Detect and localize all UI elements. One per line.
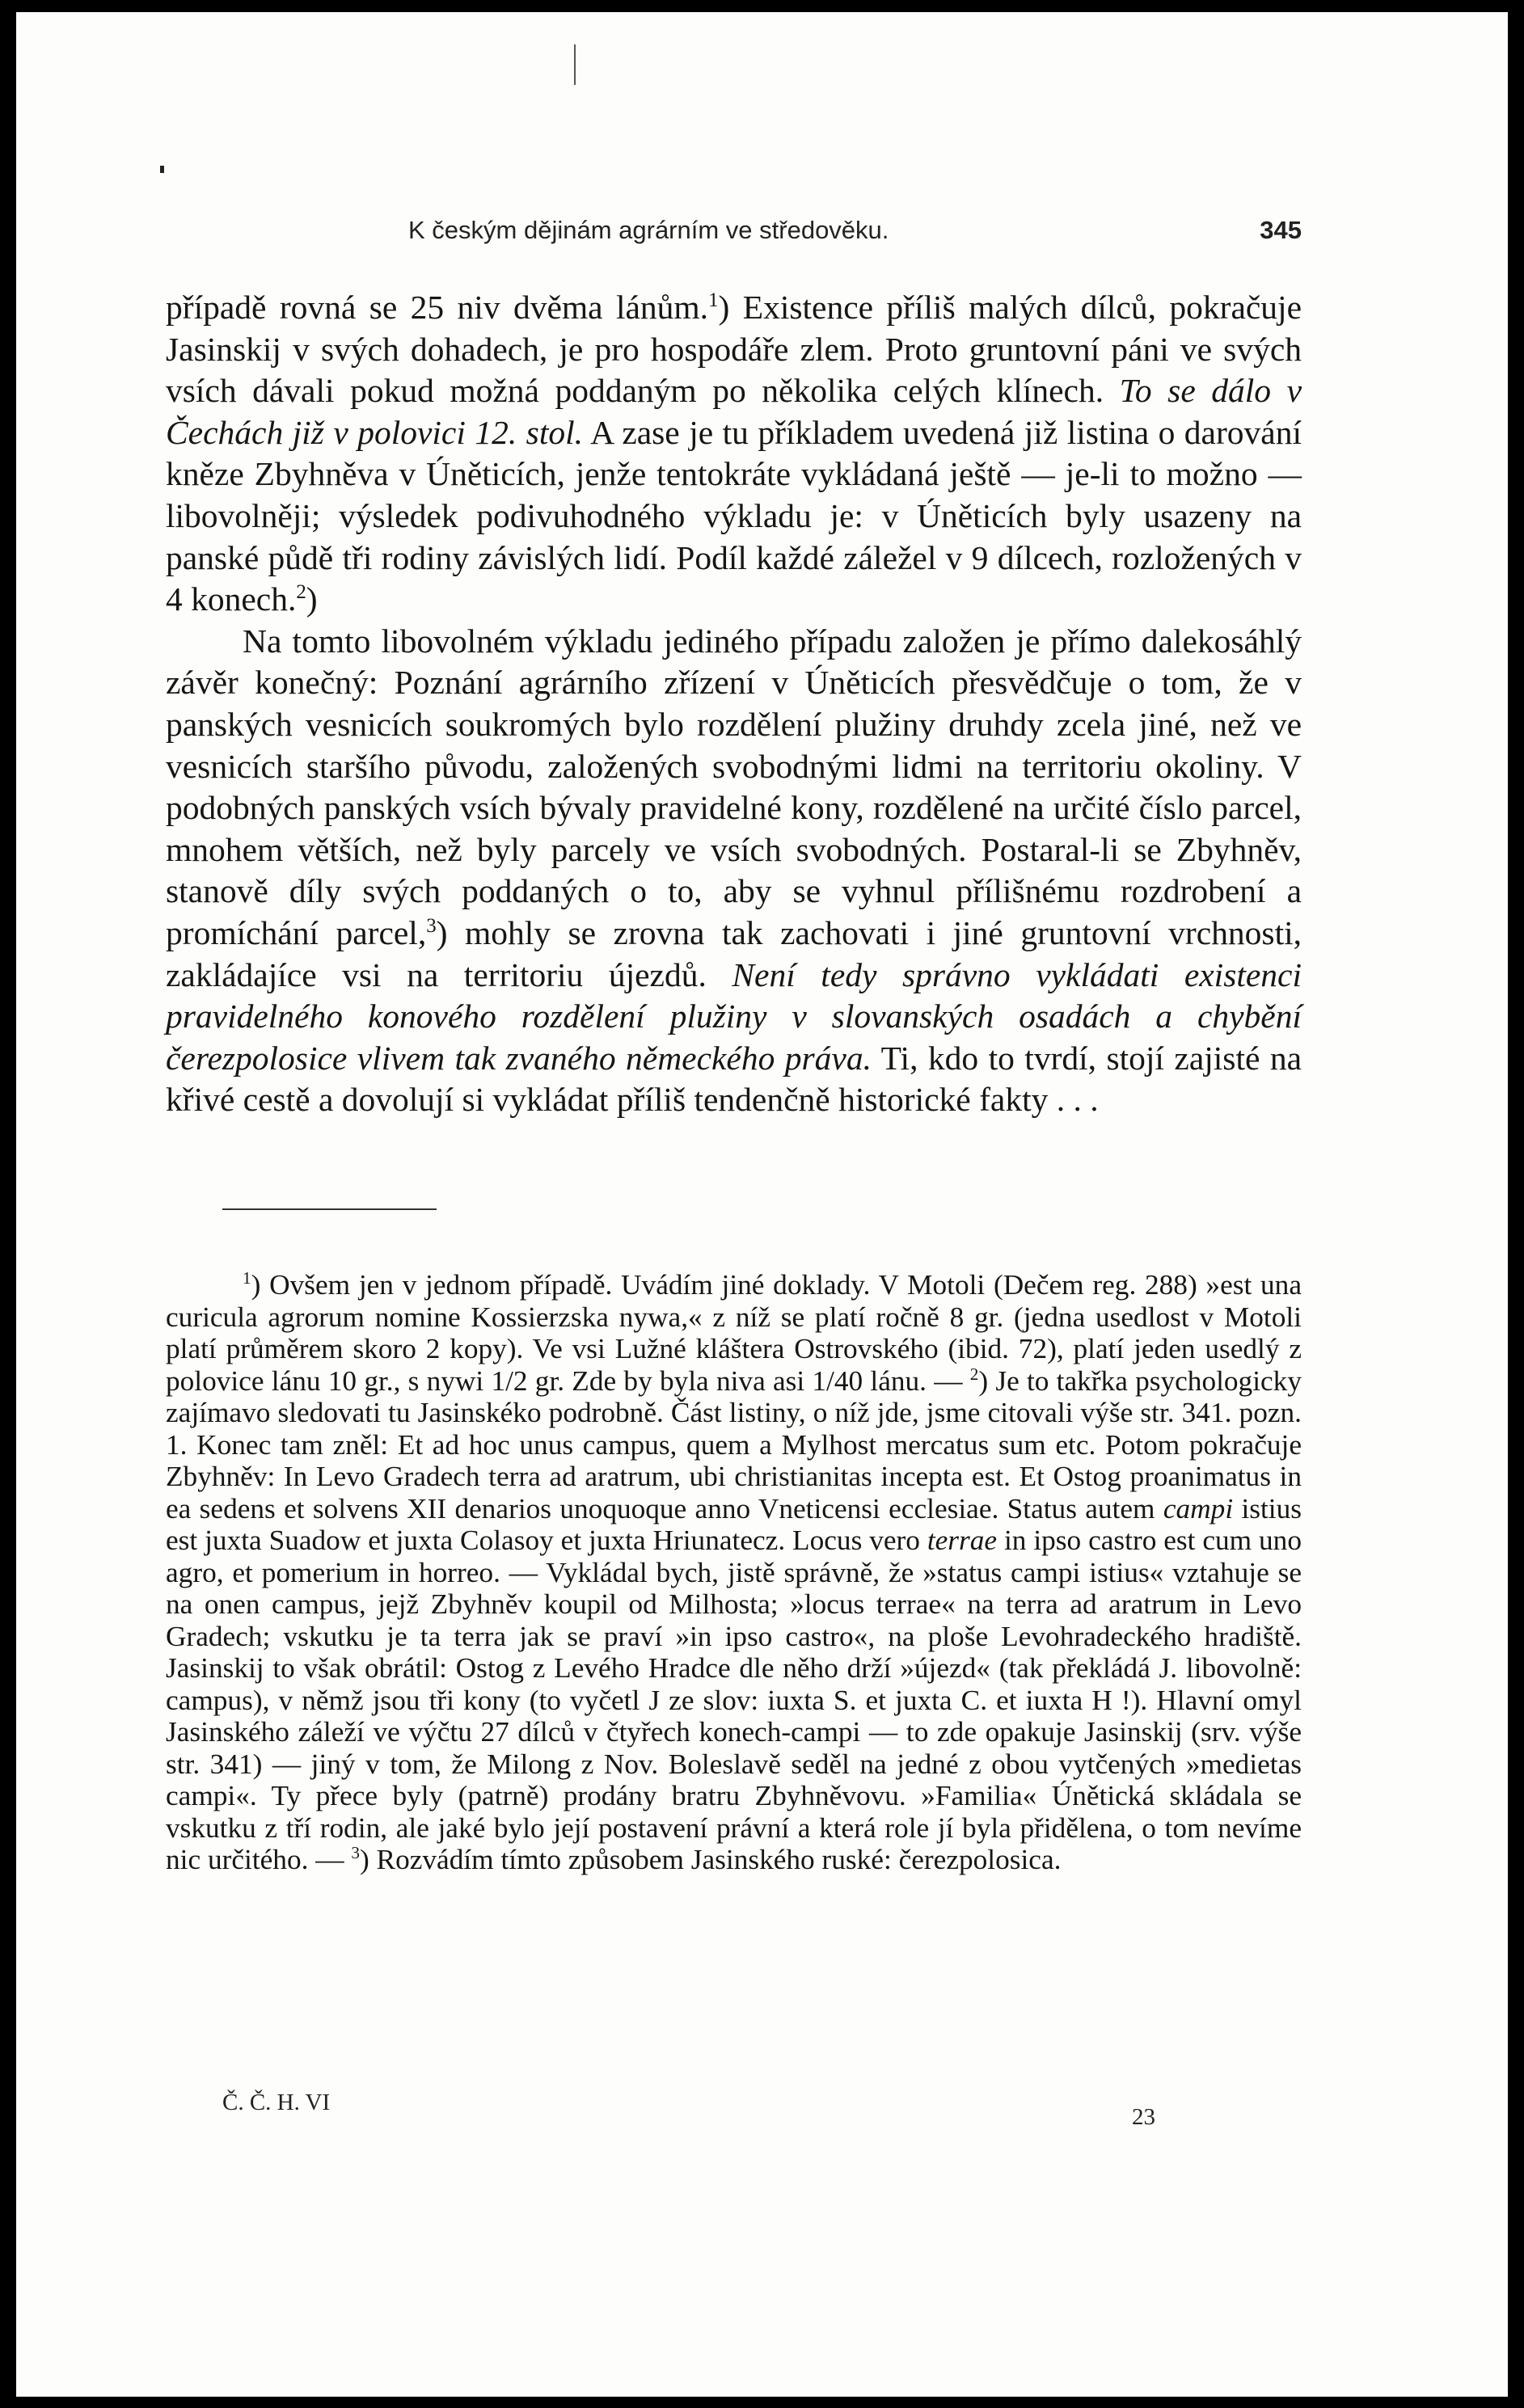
scan-speck (160, 166, 164, 173)
running-head-title: K českým dějinám agrárním ve středověku. (408, 216, 889, 244)
scan-speck (574, 44, 576, 85)
running-header (166, 206, 1302, 255)
footnote-divider (222, 1208, 437, 1210)
footnote-block: $^1$) Ovšem jen v jednom případě. Uvádím jiné doklady. V Motoli (Dečem reg. 288) »est una curicula agrorum nomine Kossierzska nywa,« z níž se platí ročně 8 gr. (jedna usedlost v Motoli platí průměrem skoro 2 kopy). Ve vsi Lužné kláštera Ostrovského (ibid. 72), platí jeden usedlý z polovice lánu 10 gr., s nywi 1/2 gr. Zde by byla niva asi 1/40 lánu. — $^2$) Je to takřka psychologicky zajímavo sledovati tu Jasinskéko podrobně. Část listiny, o níž jde, jsme citovali výše str. 341. pozn. 1. Konec tam zněl: Et ad hoc unus campus, quem a Mylhost mercatus sum etc. Potom pokračuje Zbyhněv: In Levo Gradech terra ad aratrum, ubi christianitas incepta est. Et Ostog proanimatus in ea sedens et solvens XII denarios unoquoque anno Vneticensi ecclesiae. Status autem campi istius est juxta Suadow et juxta Colasoy et juxta Hriunatecz. Locus vero terrae in ipso castro est cum uno agro, et pomerium in horreo. — Vykládal bych, jistě správně, že »status campi istius« vztahuje se na onen campus, jejž Zbyhněv koupil od Milhosta; »locus terrae« na terra ad aratrum in Levo Gradech; vskutku je ta terra jak se praví »in ipso castro«, na ploše Levohradeckého hradiště. Jasinskij to však obrátil: Ostog z Levého Hradce dle něho drží »újezd« (tak překládá J. libovolně: campus), v němž jsou tři kony (to vyčetl J ze slov: iuxta S. et juxta C. et iuxta H !). Hlavní omyl Jasinského záleží ve výčtu 27 dílců v čtyřech konech-campi — to zde opakuje Jasinskij (srv. výše str. 341) — jiný v tom, že Milong z Nov. Boleslavě seděl na jedné z obou vytčených »medietas campi«. Ty přece byly (patrně) prodány bratru Zbyhněvovu. »Familia« Únětická skládala se vskutku z tří rodin, ale jaké bylo její postavení právní a která role jí byla přidělena, o tom nevíme nic určitého. — $^3$) Rozvádím tímto způsobem Jasinského ruské: čerezpolosica. (166, 1268, 1302, 1875)
footnotes (166, 1269, 1302, 1876)
footnote-ref-2: 2 (296, 581, 306, 604)
italic-phrase: To se dálo v Čechách již v polovici 12. stol. (166, 372, 1302, 451)
paragraph-2: Na tomto libovolném výkladu jediného případu založen je přímo dalekosáhlý závěr konečný: Poznání agrárního zřízení v Úněticích přesvědčuje o tom, že v panských vesnicích soukromých bylo rozdělení plužiny druhdy zcela jiné, než ve vesnicích staršího původu, založených svobodnými lidmi na territoriu okoliny. V podobných panských vsích bývaly pravidelné kony, rozdělené na určité číslo parcel, mnohem větších, než byly parcely ve vsích svobodných. Postaral-li se Zbyhněv, stanově díly svých poddaných o to, aby se vyhnul přílišnému rozdrobení a promíchání parcel,$^3$) mohly se zrovna tak zachovati i jiné gruntovní vrchnosti, zakládajíce vsi na territoriu újezdů. Není tedy správno vykládati existenci pravidelného konového rozdělení plužiny v slovanských osadách a chybění čerezpolosice vlivem tak zvaného německého práva. Ti, kdo to tvrdí, stojí zajisté na křivé cestě a dovolují si vykládat příliš tendenčně historické fakty . . . (166, 622, 1302, 1119)
scanned-page (16, 12, 1508, 2397)
paragraph-1: případě rovná se 25 niv dvěma lánům.$^1$) Existence příliš malých dílců, pokračuje Jasinskij v svých dohadech, je pro hospodáře zlem. Proto gruntovní páni ve svých vsích dávali pokud možná poddaným po několika celých klínech. To se dálo v Čechách již v polovici 12. stol. A zase je tu příkladem uvedená již listina o darování kněze Zbyhněva v Úněticích, jenže tentokráte vykládaná ještě — je-li to možno — libovolněji; výsledek podivuhodného výkladu je: v Úněticích byly usazeny na panské půdě tři rodiny závislých lidí. Podíl každé záležel v 9 dílcech, rozložených v 4 konech.$^2$) (166, 289, 1302, 618)
printer-signature: Č. Č. H. VI (222, 2090, 331, 2115)
footnote-ref-1: 1 (708, 289, 719, 312)
italic-thesis: Není tedy správno vykládati existenci pravidelného konového rozdělení plužiny v slovanských osadách a chybění čerezpolosice vlivem tak zvaného německého práva. (166, 955, 1302, 1077)
footnote-ref-3: 3 (426, 915, 437, 938)
main-text (166, 287, 1302, 1121)
page-footer (166, 2090, 1302, 2138)
page-number: 345 (1260, 216, 1302, 244)
quire-number: 23 (1132, 2104, 1155, 2130)
